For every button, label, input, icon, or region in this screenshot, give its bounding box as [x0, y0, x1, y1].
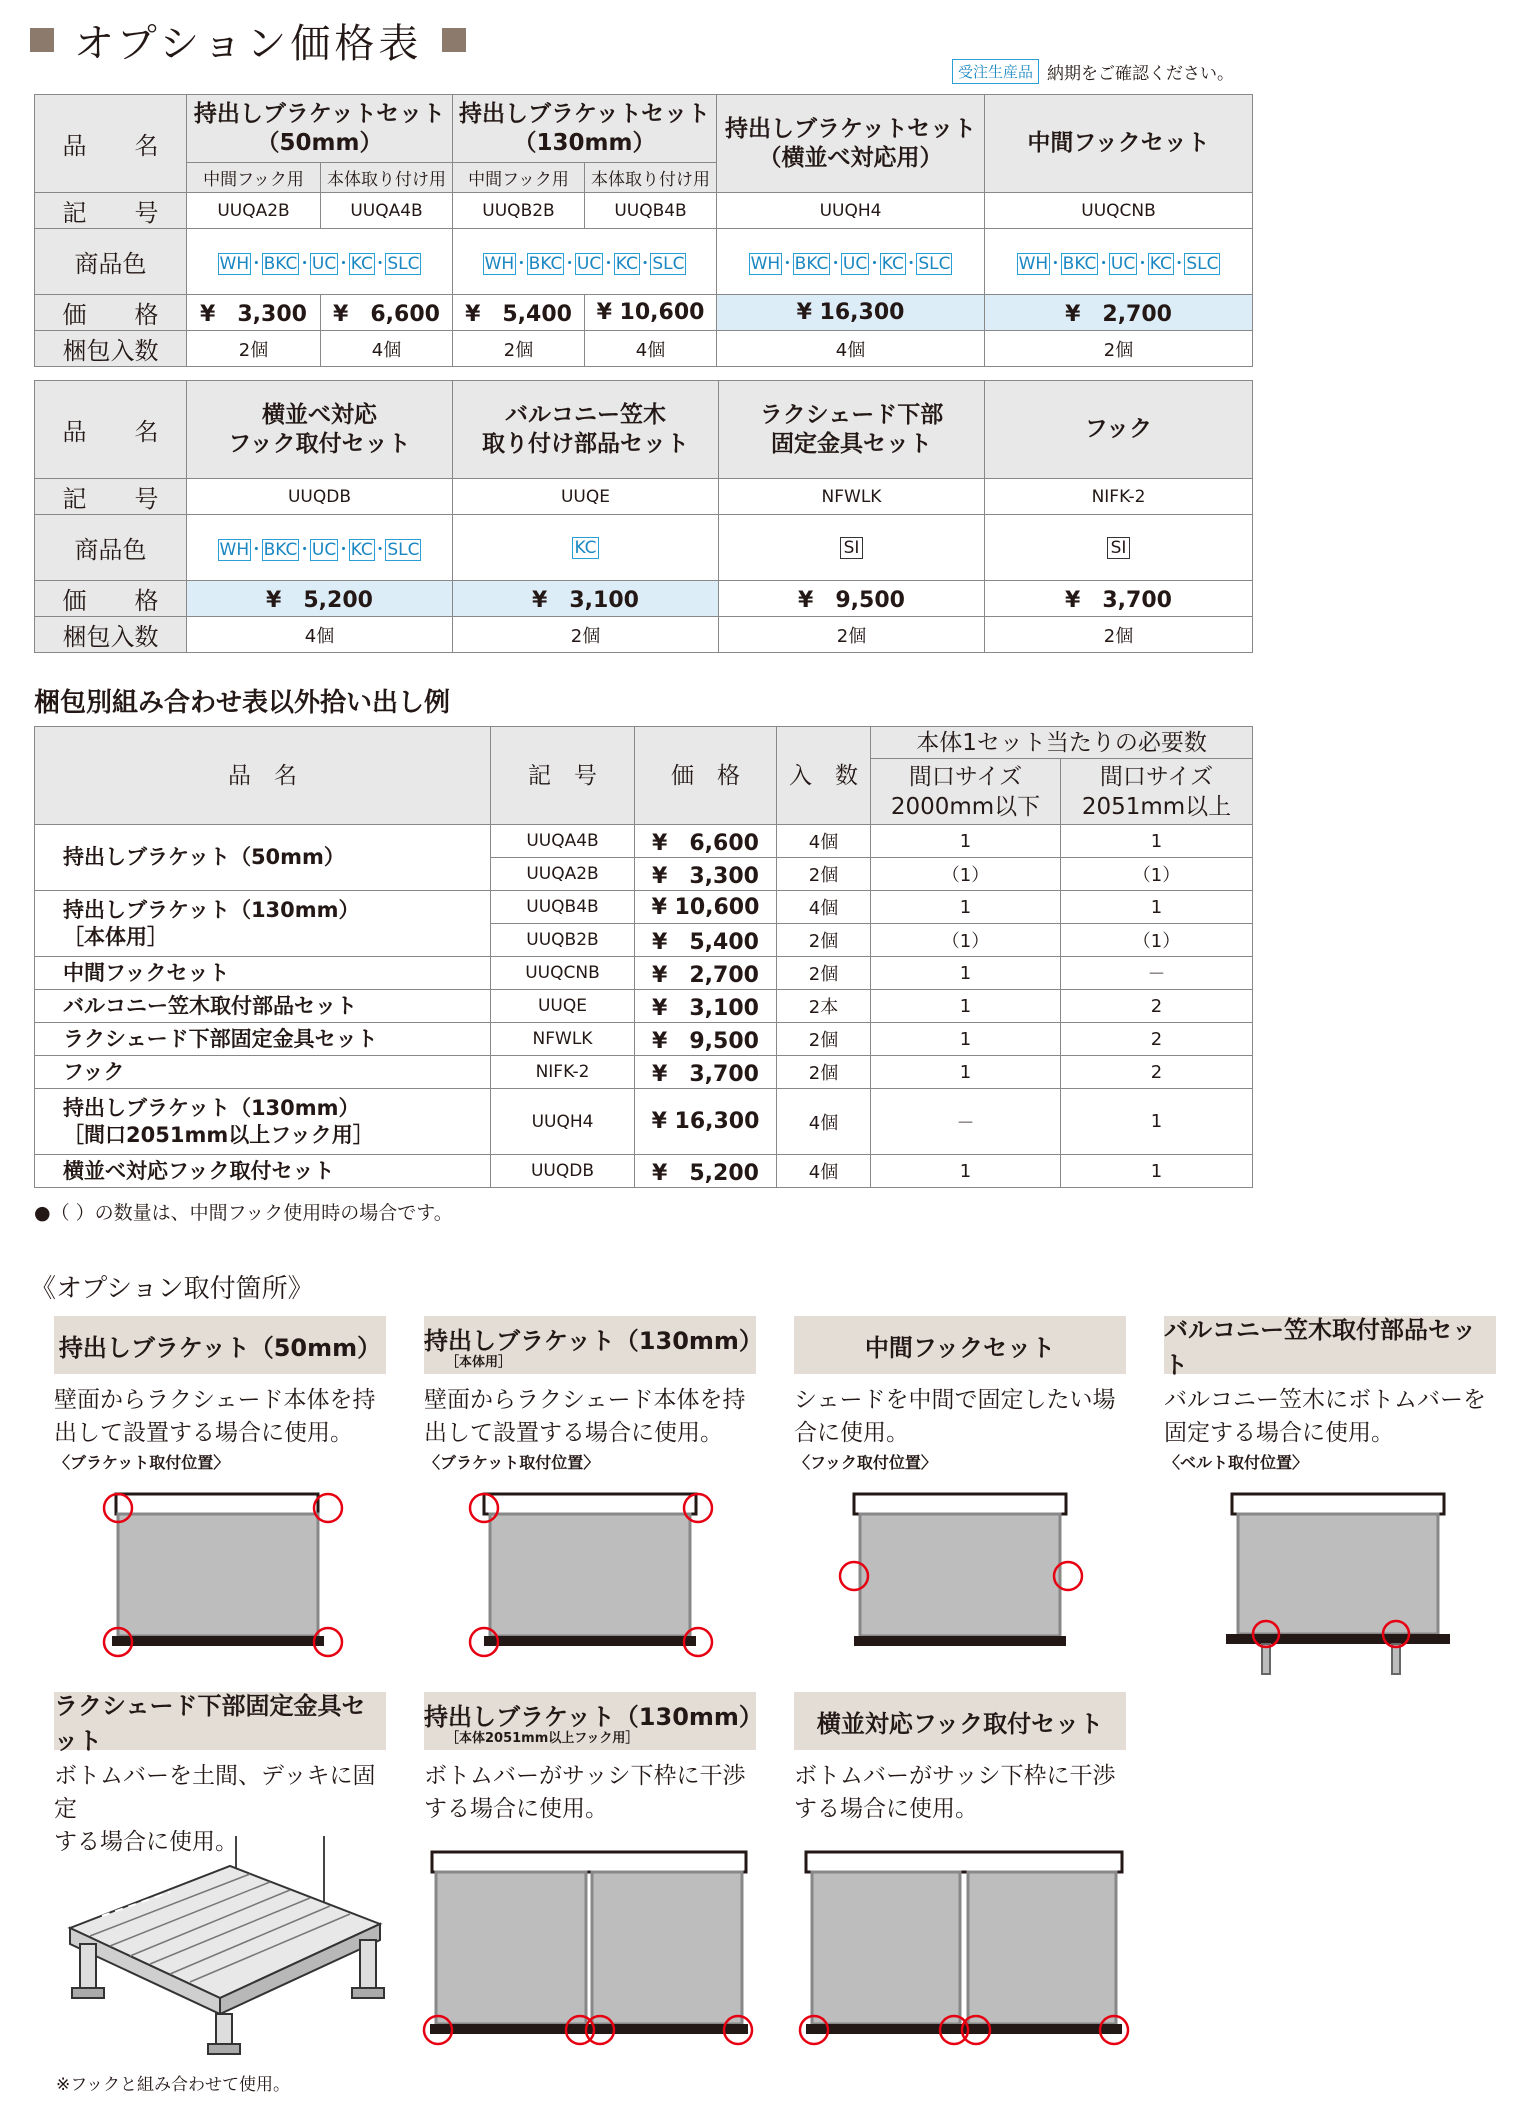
qty-label: 梱包入数 [35, 331, 187, 367]
table-row [35, 825, 1253, 858]
combo-header-width-1: 間口サイズ 2000mm以下 [871, 759, 1061, 825]
table-row [35, 990, 1253, 1023]
subcol-header: 中間フック用 [453, 163, 585, 193]
price-cell: ¥ 3,100 [453, 581, 719, 617]
row-need-a: 1 [871, 990, 1061, 1023]
combo-header-qty: 入 数 [777, 727, 871, 825]
row-need-b: 2 [1061, 1023, 1253, 1056]
price-cell: ¥ 5,400 [453, 295, 585, 331]
row-price: ¥ 5,200 [635, 1155, 777, 1188]
row-code: NIFK-2 [491, 1056, 635, 1089]
code-cell: UUQA2B [187, 193, 321, 229]
row-price: ¥ 3,300 [635, 858, 777, 891]
qty-cell: 2個 [453, 331, 585, 367]
square-bullet-icon [442, 28, 466, 52]
row-need-b: 1 [1061, 825, 1253, 858]
location-card [794, 1316, 1130, 1473]
subcol-header: 本体取り付け用 [585, 163, 717, 193]
row-qty: 2本 [777, 990, 871, 1023]
location-desc: ボトムバーを土間、デッキに固定 する場合に使用。 [54, 1763, 376, 1855]
product-header: ラクシェード下部 固定金具セット [719, 381, 985, 479]
code-cell: UUQA4B [321, 193, 453, 229]
code-cell: UUQH4 [717, 193, 985, 229]
combo-note: ●（ ）の数量は、中間フック使用時の場合です。 [34, 1202, 453, 1224]
combo-section-title: 梱包別組み合わせ表以外拾い出し例 [34, 688, 451, 718]
qty-cell: 4個 [585, 331, 717, 367]
subcol-header: 中間フック用 [187, 163, 321, 193]
bracket-50-diagram [100, 1480, 350, 1660]
price-cell: ¥ 6,600 [321, 295, 453, 331]
location-card [1164, 1316, 1500, 1473]
price-cell: ¥ 10,600 [585, 295, 717, 331]
price-cell: ¥ 5,200 [187, 581, 453, 617]
color-options: SI [985, 515, 1253, 581]
qty-cell: 2個 [985, 617, 1253, 653]
location-card-header: 中間フックセット [794, 1316, 1126, 1374]
color-label: 商品色 [35, 515, 187, 581]
color-options: WH ･ BKC ･ UC ･ KC ･ SLC [187, 229, 453, 295]
row-code: NFWLK [491, 1023, 635, 1056]
location-card-header: 持出しブラケット（130mm） ［本体2051mm以上フック用］ [424, 1692, 756, 1750]
code-cell: UUQB4B [585, 193, 717, 229]
location-card-header: バルコニー笠木取付部品セット [1164, 1316, 1496, 1374]
row-need-a: （1） [871, 924, 1061, 957]
location-card-header: 横並対応フック取付セット [794, 1692, 1126, 1750]
location-position-label: 〈フック取付位置〉 [794, 1453, 937, 1472]
row-price: ¥ 2,700 [635, 957, 777, 990]
row-qty: 2個 [777, 1023, 871, 1056]
location-desc: 壁面からラクシェード本体を持 出して設置する場合に使用。 [54, 1387, 376, 1446]
qty-cell: 4個 [717, 331, 985, 367]
location-card-header: ラクシェード下部固定金具セット [54, 1692, 386, 1750]
location-desc: ボトムバーがサッシ下枠に干渉 する場合に使用。 [424, 1763, 746, 1822]
code-cell: UUQDB [187, 479, 453, 515]
row-need-b: 1 [1061, 1155, 1253, 1188]
price-label: 価 格 [35, 295, 187, 331]
row-qty: 2個 [777, 858, 871, 891]
table-row [35, 1155, 1253, 1188]
qty-cell: 2個 [985, 331, 1253, 367]
row-need-a: 1 [871, 1023, 1061, 1056]
row-name: フック [35, 1056, 491, 1089]
middle-hook-diagram [836, 1480, 1086, 1660]
name-label: 品 名 [35, 95, 187, 193]
row-price: ¥ 6,600 [635, 825, 777, 858]
subcol-header: 本体取り付け用 [321, 163, 453, 193]
price-table-2 [34, 380, 1253, 653]
color-label: 商品色 [35, 229, 187, 295]
row-code: UUQCNB [491, 957, 635, 990]
table-row [35, 1056, 1253, 1089]
row-qty: 4個 [777, 891, 871, 924]
qty-cell: 2個 [187, 331, 321, 367]
locations-title: 《オプション取付箇所》 [30, 1274, 314, 1304]
code-cell: UUQE [453, 479, 719, 515]
price-cell: ¥ 3,300 [187, 295, 321, 331]
color-options: KC [453, 515, 719, 581]
legend [952, 58, 1234, 84]
row-name: 持出しブラケット（130mm） ［間口2051mm以上フック用］ [35, 1089, 491, 1155]
combo-header-code: 記 号 [491, 727, 635, 825]
qty-cell: 2個 [719, 617, 985, 653]
location-position-label: 〈ブラケット取付位置〉 [424, 1453, 600, 1472]
row-name: 持出しブラケット（50mm） [35, 825, 491, 891]
row-price: ¥ 9,500 [635, 1023, 777, 1056]
row-qty: 4個 [777, 1155, 871, 1188]
row-name: 横並べ対応フック取付セット [35, 1155, 491, 1188]
title-bar [30, 12, 466, 68]
row-need-a: 1 [871, 891, 1061, 924]
product-header: 中間フックセット [985, 95, 1253, 193]
table-row [35, 957, 1253, 990]
row-need-a: 1 [871, 957, 1061, 990]
product-header: 持出しブラケットセット （横並べ対応用） [717, 95, 985, 193]
footnote: ※フックと組み合わせて使用。 [56, 2075, 291, 2095]
product-header: 横並べ対応 フック取付セット [187, 381, 453, 479]
square-bullet-icon [30, 28, 54, 52]
made-to-order-badge: 受注生産品 [952, 59, 1039, 84]
row-need-a: － [871, 1089, 1061, 1155]
location-card [54, 1316, 390, 1473]
price-cell: ¥ 3,700 [985, 581, 1253, 617]
row-price: ¥ 10,600 [635, 891, 777, 924]
location-card-header: 持出しブラケット（130mm） ［本体用］ [424, 1316, 756, 1374]
location-desc: 壁面からラクシェード本体を持 出して設置する場合に使用。 [424, 1387, 746, 1446]
combo-header-name: 品 名 [35, 727, 491, 825]
price-label: 価 格 [35, 581, 187, 617]
row-code: UUQH4 [491, 1089, 635, 1155]
row-name: ラクシェード下部固定金具セット [35, 1023, 491, 1056]
row-qty: 2個 [777, 957, 871, 990]
location-card [424, 1316, 763, 1473]
row-price: ¥ 5,400 [635, 924, 777, 957]
row-need-b: － [1061, 957, 1253, 990]
location-card-header: 持出しブラケット（50mm） [54, 1316, 386, 1374]
page-title: オプション価格表 [74, 20, 423, 67]
row-price: ¥ 3,100 [635, 990, 777, 1023]
location-card [794, 1692, 1130, 1826]
row-need-a: 1 [871, 1056, 1061, 1089]
row-code: UUQB4B [491, 891, 635, 924]
color-options: SI [719, 515, 985, 581]
bracket-130-hook-diagram [420, 1838, 760, 2038]
product-header: 持出しブラケットセット （50mm） [187, 95, 453, 163]
deck-fixing-diagram [60, 1836, 390, 2056]
row-code: UUQA4B [491, 825, 635, 858]
row-need-a: （1） [871, 858, 1061, 891]
code-cell: NIFK-2 [985, 479, 1253, 515]
location-card [54, 1692, 390, 1859]
price-table-1 [34, 94, 1253, 367]
row-code: UUQB2B [491, 924, 635, 957]
combo-table [34, 726, 1253, 1188]
row-qty: 4個 [777, 1089, 871, 1155]
location-position-label: 〈ベルト取付位置〉 [1164, 1453, 1309, 1472]
row-need-b: （1） [1061, 858, 1253, 891]
location-card [424, 1692, 763, 1826]
row-name: 中間フックセット [35, 957, 491, 990]
row-need-b: 2 [1061, 990, 1253, 1023]
location-desc: ボトムバーがサッシ下枠に干渉 する場合に使用。 [794, 1763, 1116, 1822]
row-need-b: 1 [1061, 1089, 1253, 1155]
row-price: ¥ 3,700 [635, 1056, 777, 1089]
code-label: 記 号 [35, 479, 187, 515]
row-need-a: 1 [871, 1155, 1061, 1188]
location-desc: シェードを中間で固定したい場 合に使用。 [794, 1387, 1116, 1446]
row-code: UUQE [491, 990, 635, 1023]
legend-text: 納期をご確認ください。 [1047, 63, 1235, 84]
qty-cell: 4個 [321, 331, 453, 367]
color-options: WH ･ BKC ･ UC ･ KC ･ SLC [453, 229, 717, 295]
price-cell: ¥ 9,500 [719, 581, 985, 617]
code-cell: NFWLK [719, 479, 985, 515]
row-name: 持出しブラケット（130mm） ［本体用］ [35, 891, 491, 957]
table-row [35, 1089, 1253, 1155]
row-price: ¥ 16,300 [635, 1089, 777, 1155]
row-need-b: （1） [1061, 924, 1253, 957]
qty-cell: 4個 [187, 617, 453, 653]
qty-cell: 2個 [453, 617, 719, 653]
price-cell: ¥ 2,700 [985, 295, 1253, 331]
code-label: 記 号 [35, 193, 187, 229]
color-options: WH ･ BKC ･ UC ･ KC ･ SLC [187, 515, 453, 581]
code-cell: UUQB2B [453, 193, 585, 229]
combo-header-need: 本体1セット当たりの必要数 [871, 727, 1253, 759]
location-desc: バルコニー笠木にボトムバーを 固定する場合に使用。 [1164, 1387, 1486, 1446]
product-header: バルコニー笠木 取り付け部品セット [453, 381, 719, 479]
table-row [35, 1023, 1253, 1056]
balcony-rail-diagram [1212, 1480, 1462, 1660]
row-name: バルコニー笠木取付部品セット [35, 990, 491, 1023]
table-row [35, 891, 1253, 924]
code-cell: UUQCNB [985, 193, 1253, 229]
location-position-label: 〈ブラケット取付位置〉 [54, 1453, 230, 1472]
row-need-a: 1 [871, 825, 1061, 858]
qty-label: 梱包入数 [35, 617, 187, 653]
side-by-side-hook-diagram [794, 1838, 1134, 2038]
price-cell: ¥ 16,300 [717, 295, 985, 331]
product-header: 持出しブラケットセット （130mm） [453, 95, 717, 163]
combo-header-width-2: 間口サイズ 2051mm以上 [1061, 759, 1253, 825]
row-need-b: 1 [1061, 891, 1253, 924]
row-qty: 4個 [777, 825, 871, 858]
color-options: WH ･ BKC ･ UC ･ KC ･ SLC [717, 229, 985, 295]
bracket-130-diagram [470, 1480, 720, 1660]
row-qty: 2個 [777, 1056, 871, 1089]
row-code: UUQDB [491, 1155, 635, 1188]
row-need-b: 2 [1061, 1056, 1253, 1089]
name-label: 品 名 [35, 381, 187, 479]
product-header: フック [985, 381, 1253, 479]
row-qty: 2個 [777, 924, 871, 957]
color-options: WH ･ BKC ･ UC ･ KC ･ SLC [985, 229, 1253, 295]
combo-header-price: 価 格 [635, 727, 777, 825]
row-code: UUQA2B [491, 858, 635, 891]
